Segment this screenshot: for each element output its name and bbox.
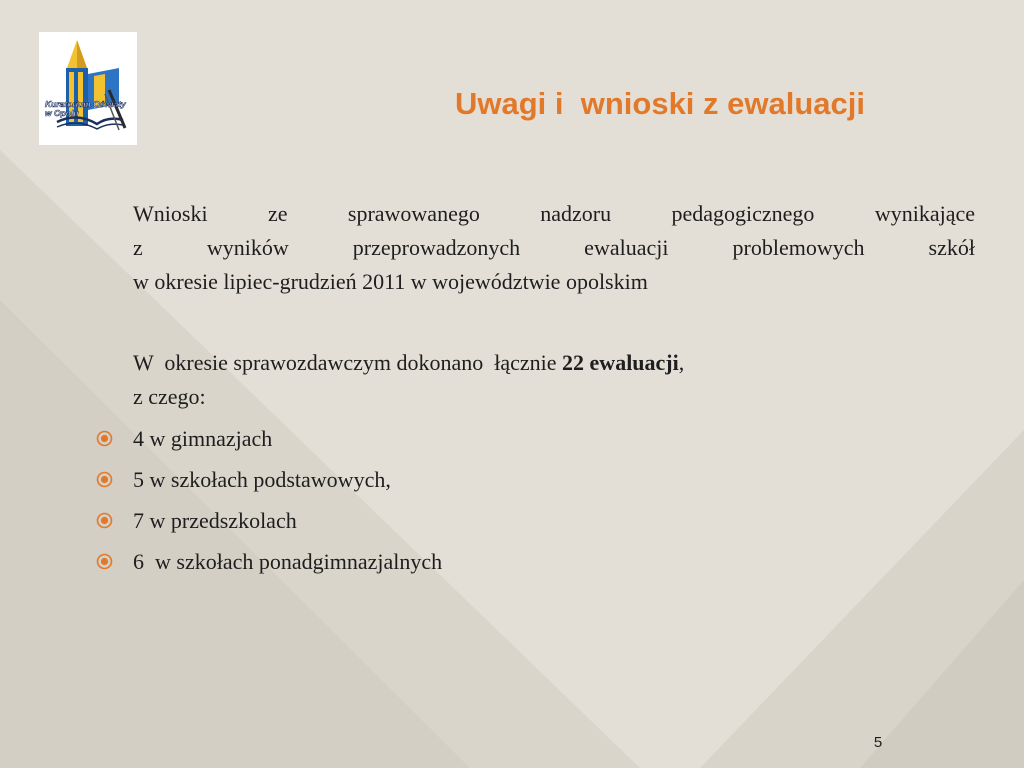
list-item xyxy=(96,545,443,586)
summary-line2: z czego: xyxy=(133,384,206,409)
list-item-text: 5 w szkołach podstawowych, xyxy=(133,467,391,492)
page-number: 5 xyxy=(873,734,883,751)
slide-title: Uwagi i wnioski z ewaluacji xyxy=(454,86,865,121)
paragraph-line: w okresie lipiec-grudzień 2011 w województwie opolskim xyxy=(133,269,648,294)
circle-dot-icon xyxy=(96,512,113,529)
summary-prefix: W okresie sprawozdawczym dokonano łącznie xyxy=(133,350,563,375)
circle-dot-icon xyxy=(96,553,113,570)
summary-paragraph xyxy=(133,346,975,414)
evaluation-breakdown-list xyxy=(96,422,443,586)
summary-suffix: , xyxy=(678,350,685,375)
list-item xyxy=(96,422,273,463)
evaluation-count: 22 ewaluacji xyxy=(562,350,679,375)
list-item-text: 6 w szkołach ponadgimnazjalnych xyxy=(133,549,443,574)
list-item-text: 4 w gimnazjach xyxy=(133,426,273,451)
list-item xyxy=(96,504,297,545)
paragraph-line: z wyników przeprowadzonych ewaluacji problemowych szkół xyxy=(133,235,975,260)
circle-dot-icon xyxy=(96,430,113,447)
circle-dot-icon xyxy=(96,471,113,488)
kuratorium-logo xyxy=(39,32,137,145)
svg-text:Kuratorium Oświaty: Kuratorium Oświaty xyxy=(45,99,126,109)
conclusions-paragraph xyxy=(133,197,975,299)
svg-text:w Opolu: w Opolu xyxy=(45,108,79,118)
list-item-text: 7 w przedszkolach xyxy=(133,508,297,533)
list-item xyxy=(96,463,391,504)
paragraph-line: Wnioski ze sprawowanego nadzoru pedagogicznego wynikające xyxy=(133,201,975,226)
